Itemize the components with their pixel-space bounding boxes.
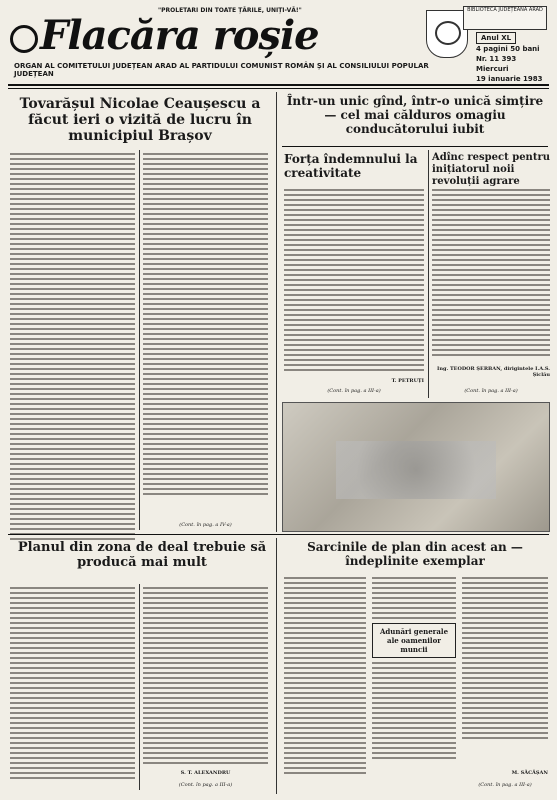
forta-article [284, 152, 424, 180]
sarcinile-col2 [372, 574, 456, 762]
banner-rule [282, 146, 548, 147]
sarcinile-article [282, 540, 548, 568]
planul-article [10, 540, 274, 570]
column-divider [428, 150, 429, 398]
issue-number: Nr. 11 393 [476, 55, 517, 63]
column-divider [276, 538, 277, 794]
lead-text-col1 [10, 150, 135, 543]
organ-line: ORGAN AL COMITETULUI JUDEȚEAN ARAD AL PARTIDULUI COMUNIST ROMÂN ȘI AL CONSILIULUI POPULAR JUDEȚEAN [14, 62, 429, 78]
planul-text-col2 [143, 584, 268, 767]
library-stamp: BIBLIOTECA JUDEȚEANĂ ARAD [463, 6, 547, 30]
motto: "PROLETARI DIN TOATE ȚĂRILE, UNIȚI-VĂ!" [158, 7, 302, 14]
forta-title: Forța îndemnului la creativitate [284, 152, 418, 180]
news-photo [282, 402, 550, 532]
forta-signature: T. PETRUȚI [391, 378, 424, 384]
column-divider [139, 150, 140, 530]
planul-continuation: (Cont. în pag. a III-a) [178, 782, 233, 788]
forta-continuation: (Cont. în pag. a III-a) [327, 388, 381, 394]
column-divider [276, 92, 277, 532]
planul-text-col1 [10, 584, 135, 782]
lead-continuation: (Cont. în pag. a IV-a) [179, 522, 232, 528]
adinc-article [432, 152, 550, 188]
masthead-rule [8, 84, 549, 86]
county-crest-icon [426, 10, 468, 58]
sarcinile-text-col1 [284, 574, 366, 777]
lead-article [8, 96, 272, 144]
masthead [8, 6, 549, 86]
adinc-signature: Ing. TEODOR ȘERBAN, dirigintele I.A.S. Șiclău [437, 366, 550, 378]
adinc-continuation: (Cont. în pag. a III-a) [464, 388, 518, 394]
pages-price: 4 pagini 50 bani [476, 45, 540, 53]
lead-text-col2 [143, 150, 268, 498]
sarcinile-title: Sarcinile de plan din acest an — îndeplinite exemplar [307, 540, 523, 568]
section-rule [8, 534, 549, 535]
lead-title: Tovarășul Nicolae Ceaușescu a făcut ieri o vizită de lucru în municipiul Brașov [19, 96, 261, 144]
hammer-sickle-icon [10, 25, 38, 53]
planul-signature: S. T. ALEXANDRU [180, 770, 231, 776]
column-divider [139, 584, 140, 790]
weekday: Miercuri [476, 65, 509, 73]
sarcinile-continuation: (Cont. în pag. a III-a) [478, 782, 532, 788]
year: Anul XL [476, 32, 516, 44]
adinc-title: Adînc respect pentru inițiatorul noii revoluții agrare [432, 152, 550, 187]
adinc-text [432, 186, 550, 359]
issue-date: 19 ianuarie 1983 [476, 75, 543, 83]
planul-title: Planul din zona de deal trebuie să producă mai mult [17, 540, 267, 570]
banner [282, 94, 548, 136]
forta-text [284, 186, 424, 374]
banner-title: Într-un unic gînd, într-o unică simțire — cel mai călduros omagiu conducătorului iubit [286, 94, 544, 136]
masthead-rule-thin [8, 88, 549, 89]
issue-meta [476, 32, 554, 84]
newspaper-title: Flacăra roșie [10, 16, 380, 56]
sarcinile-signature: M. SĂCĂȘAN [511, 770, 548, 776]
adunari-title: Adunări generale ale oamenilor muncii [372, 623, 456, 658]
sarcinile-text-col3 [462, 574, 548, 742]
